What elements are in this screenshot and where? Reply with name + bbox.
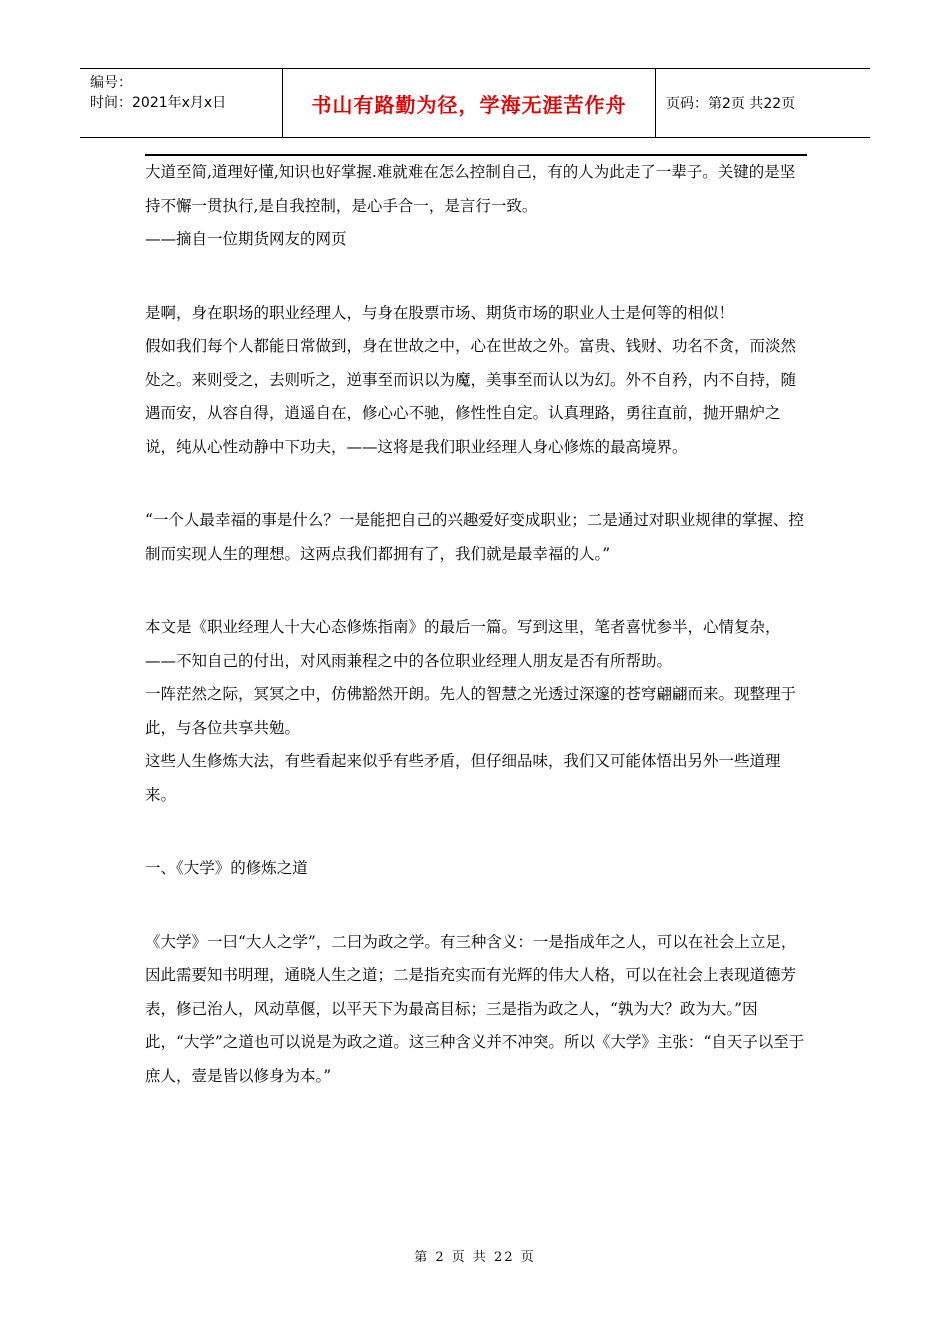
quote-source: ——摘自一位期货网友的网页 (145, 230, 347, 248)
section-heading: 一、《大学》的修炼之道 (145, 859, 308, 877)
header-page-info: 页码：第2页 共22页 (666, 96, 796, 112)
spacer (145, 886, 810, 926)
page-header (80, 68, 870, 138)
header-meta (80, 69, 282, 137)
paragraph: 《大学》一曰“大人之学”，二曰为政之学。有三种含义：一是指成年之人，可以在社会上立足，因此需要知书明理，通晓人生之道；二是指充实而有光辉的伟大人格，可以在社会上表现道德芳表，修己治人，风动草偃，以平天下为最高目标；三是指为政之人，“孰为大？政为大。”因此，“大学”之道也可以说是为政之道。这三种含义并不冲突。所以《大学》主张：“自天子以至于庶人，壹是皆以修身为本。” (145, 932, 805, 1085)
spacer (145, 812, 810, 852)
document-body (145, 156, 810, 1093)
quote-paragraph: “一个人最幸福的事是什么？一是能把自己的兴趣爱好变成职业；二是通过对职业规律的掌握、控制而实现人生的理想。这两点我们都拥有了，我们就是最幸福的人。” (145, 511, 804, 563)
header-motto: 书山有路勤为径，学海无涯苦作舟 (282, 69, 656, 137)
paragraph: 本文是《职业经理人十大心态修炼指南》的最后一篇。写到这里，笔者喜忧参半，心情复杂，——不知自己的付出，对风雨兼程之中的各位职业经理人朋友是否有所帮助。 (145, 618, 781, 670)
number-label: 编号： (90, 75, 132, 91)
paragraph: 一阵茫然之际，冥冥之中，仿佛豁然开朗。先人的智慧之光透过深邃的苍穹翩翩而来。现整理于此，与各位共享共勉。 (145, 685, 797, 737)
time-label: 时间：2021年x月x日 (90, 95, 227, 111)
paragraph: 是啊，身在职场的职业经理人，与身在股票市场、期货市场的职业人士是何等的相似！ (145, 303, 735, 322)
paragraph: 假如我们每个人都能日常做到，身在世故之中，心在世故之外。富贵、钱财、功名不贪，而淡然处之。来则受之，去则听之，逆事至而识以为魔，美事至而认以为幻。外不自矜，内不自持，随遇而安，从容自得，逍遥自在，修心心不驰，修性性自定。认真理路，勇往直前，抛开鼎炉之说，纯从心性动静中下功夫，——这将是我们职业经理人身心修炼的最高境界。 (145, 337, 797, 456)
spacer (145, 257, 810, 297)
spacer (145, 464, 810, 504)
paragraph: 这些人生修炼大法，有些看起来似乎有些矛盾，但仔细品味，我们又可能体悟出另外一些道理来。 (145, 752, 781, 804)
paragraph: 大道至简,道理好懂,知识也好掌握.难就难在怎么控制自己，有的人为此走了一辈子。关键的是坚持不懈一贯执行,是自我控制，是心手合一，是言行一致。 (145, 163, 796, 215)
page-footer: 第 2 页 共 22 页 (414, 1250, 536, 1265)
spacer (145, 571, 810, 611)
